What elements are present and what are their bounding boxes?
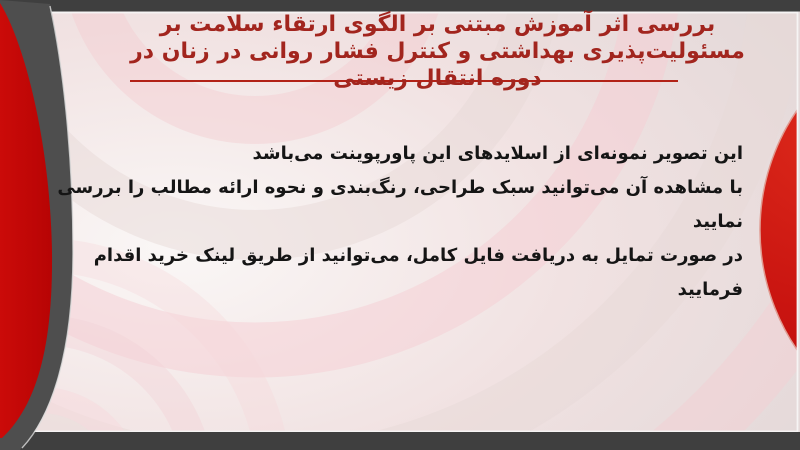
body-line-3: در صورت تمایل به دریافت فایل کامل، می‌توانید از طریق لینک خرید اقدام فرمایید bbox=[93, 245, 743, 300]
title-line-1: بررسی اثر آموزش مبتنی بر الگوی ارتقاء سلامت بر bbox=[159, 12, 716, 37]
slide-body-text bbox=[43, 137, 743, 307]
bottom-frame-band bbox=[0, 432, 800, 450]
body-line-1: این تصویر نمونه‌ای از اسلایدهای این پاورپوینت می‌باشد bbox=[252, 143, 743, 164]
title-line-2: مسئولیت‌پذیری بهداشتی و کنترل فشار روانی در زنان در bbox=[130, 39, 745, 64]
slide-title bbox=[75, 11, 800, 92]
top-frame-band bbox=[0, 0, 800, 12]
title-line-3: دوره انتقال زیستی bbox=[333, 66, 542, 91]
body-line-2: با مشاهده آن می‌توانید سبک طراحی، رنگ‌بندی و نحوه ارائه مطالب را بررسی نمایید bbox=[57, 177, 743, 232]
